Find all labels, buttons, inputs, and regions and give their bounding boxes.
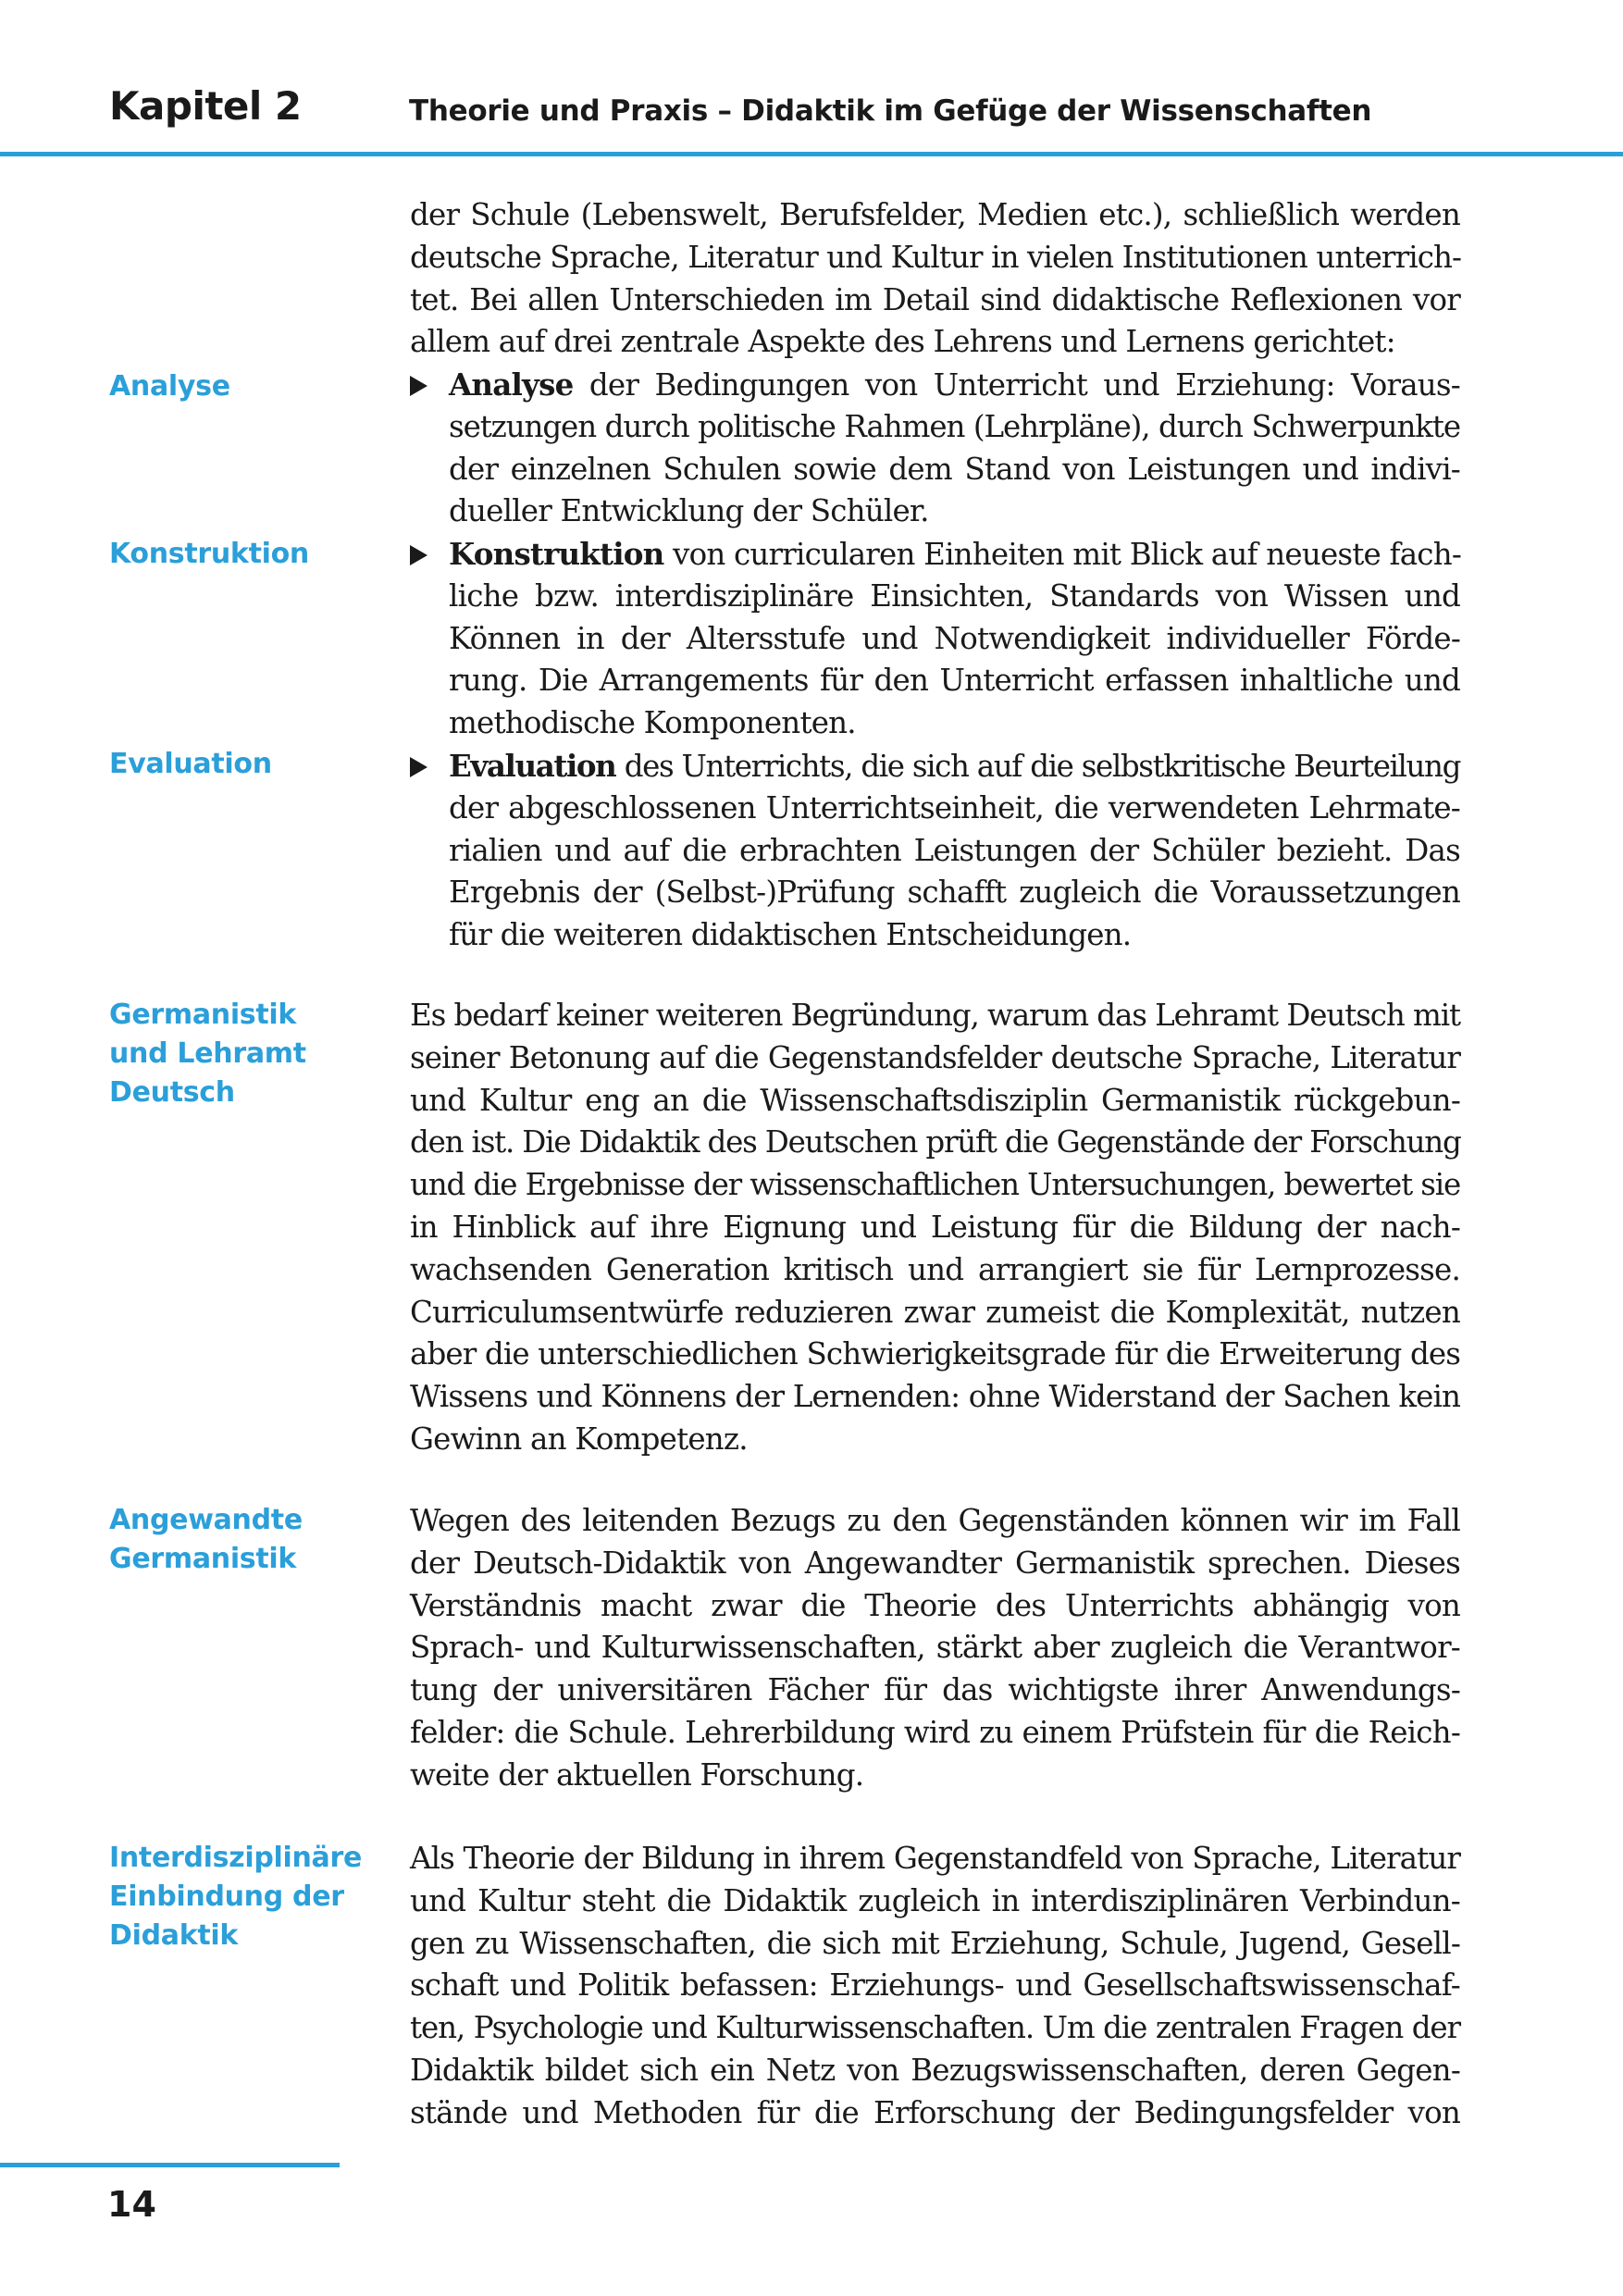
text-line: Gewinn an Kompetenz. [410, 1421, 748, 1457]
text-line: gen zu Wissenschaften, die sich mit Erziehung, Schule, Jugend, Gesell- [410, 1925, 1460, 1961]
margin-note-line: Deutsch [109, 1076, 235, 1109]
margin-note-germanistik [109, 996, 306, 1112]
bullet-first-line: der Bedingungen von Unterricht und Erziehung: Voraus- [573, 367, 1460, 403]
text-line: stände und Methoden für die Erforschung der Bedingungsfelder von [410, 2094, 1460, 2130]
paragraph-angewandte [410, 1500, 1460, 1797]
text-line: und die Ergebnisse der wissenschaftlichen Untersuchungen, bewertet sie [410, 1167, 1460, 1203]
text-line: methodische Komponenten. [449, 705, 856, 741]
text-line: Es bedarf keiner weiteren Begründung, warum das Lehramt Deutsch mit [410, 998, 1460, 1033]
text-line: liche bzw. interdisziplinäre Einsichten, Standards von Wissen und [449, 577, 1460, 614]
margin-note-line: Einbindung der [109, 1880, 344, 1913]
margin-note-line: Didaktik [109, 1919, 239, 1952]
text-line: für die weiteren didaktischen Entscheidungen. [449, 917, 1132, 953]
margin-note-line: Evaluation [109, 748, 272, 780]
text-line: Wegen des leitenden Bezugs zu den Gegenständen können wir im Fall [410, 1503, 1460, 1538]
text-line: deutsche Sprache, Literatur und Kultur in vielen Institutionen unterrich- [410, 239, 1462, 275]
text-line: Sprach- und Kulturwissenschaften, stärkt aber zugleich die Verantwor- [410, 1630, 1460, 1666]
text-line: schaft und Politik befassen: Erziehungs- und Gesellschaftswissenschaf- [410, 1967, 1460, 2004]
text-line: in Hinblick auf ihre Eignung und Leistung für die Bildung der nach- [410, 1209, 1460, 1245]
text-line: wachsenden Generation kritisch und arrangiert sie für Lernprozesse. [410, 1251, 1460, 1287]
paragraph-germanistik [410, 995, 1460, 1461]
text-line: rialien und auf die erbrachten Leistungen der Schüler bezieht. Das [449, 832, 1460, 868]
text-line: Ergebnis der (Selbst-)Prüfung schafft zugleich die Voraussetzungen [449, 875, 1460, 911]
margin-note-angewandte [109, 1501, 303, 1579]
text-line: weite der aktuellen Forschung. [410, 1756, 864, 1793]
text-line: der abgeschlossenen Unterrichtseinheit, die verwendeten Lehrmate- [449, 789, 1460, 825]
bullet-term: Evaluation [449, 748, 616, 784]
intro-paragraph [410, 194, 1460, 364]
text-line: Wissens und Könnens der Lernenden: ohne Widerstand der Sachen kein [410, 1379, 1460, 1415]
margin-note-konstruktion [109, 535, 309, 574]
text-line: tet. Bei allen Unterschieden im Detail sind didaktische Reflexionen vor [410, 281, 1460, 317]
text-line: tung der universitären Fächer für das wichtigste ihrer Anwendungs- [410, 1672, 1460, 1708]
margin-note-line: Germanistik [109, 1543, 297, 1575]
triangle-bullet-icon [410, 757, 427, 777]
text-line: aber die unterschiedlichen Schwierigkeitsgrade für die Erweiterung des [410, 1336, 1460, 1372]
margin-note-line: Analyse [109, 370, 230, 403]
bullet-first-line: des Unterrichts, die sich auf die selbstkritische Beurteilung [615, 749, 1460, 784]
text-line: der einzelnen Schulen sowie dem Stand von Leistungen und indivi- [449, 451, 1460, 487]
margin-note-evaluation [109, 745, 272, 784]
margin-note-line: Interdisziplinäre [109, 1842, 363, 1874]
margin-note-interdisziplinaer [109, 1839, 362, 1955]
text-line: Als Theorie der Bildung in ihrem Gegenstandfeld von Sprache, Literatur [410, 1841, 1460, 1876]
text-line: dueller Entwicklung der Schüler. [449, 493, 929, 529]
triangle-bullet-icon [410, 376, 427, 396]
margin-note-line: Konstruktion [109, 538, 309, 570]
paragraph-interdisziplinaer [410, 1838, 1460, 2135]
text-line: seiner Betonung auf die Gegenstandsfelder deutsche Sprache, Literatur [410, 1039, 1460, 1075]
text-line: setzungen durch politische Rahmen (Lehrpläne), durch Schwerpunkte [449, 408, 1460, 444]
chapter-label: Kapitel 2 [109, 83, 302, 129]
text-line: felder: die Schule. Lehrerbildung wird zu einem Prüfstein für die Reich- [410, 1714, 1460, 1750]
bullet-term: Konstruktion [449, 536, 664, 572]
text-line: rung. Die Arrangements für den Unterricht erfassen inhaltliche und [449, 663, 1460, 699]
chapter-title: Theorie und Praxis – Didaktik im Gefüge der Wissenschaften [409, 94, 1372, 128]
text-line: Können in der Altersstufe und Notwendigkeit individueller Förde- [449, 620, 1460, 656]
text-line: Curriculumsentwürfe reduzieren zwar zumeist die Komplexität, nutzen [410, 1294, 1460, 1330]
text-line: der Deutsch-Didaktik von Angewandter Germanistik sprechen. Dieses [410, 1545, 1460, 1581]
margin-note-line: und Lehramt [109, 1037, 306, 1070]
margin-note-analyse [109, 367, 230, 406]
margin-note-line: Germanistik [109, 999, 297, 1031]
text-line: und Kultur eng an die Wissenschaftsdisziplin Germanistik rückgebun- [410, 1082, 1460, 1118]
page-number: 14 [107, 2184, 156, 2225]
text-line: den ist. Die Didaktik des Deutschen prüft die Gegenstände der Forschung [410, 1124, 1461, 1160]
footer-divider [0, 2163, 340, 2167]
text-line: der Schule (Lebenswelt, Berufsfelder, Medien etc.), schließlich werden [410, 197, 1460, 232]
text-line: Verständnis macht zwar die Theorie des Unterrichts abhängig von [410, 1587, 1460, 1623]
text-line: allem auf drei zentrale Aspekte des Lehrens und Lernens gerichtet: [410, 324, 1395, 360]
header-divider [0, 152, 1623, 156]
text-line: Didaktik bildet sich ein Netz von Bezugswissenschaften, deren Gegen- [410, 2052, 1460, 2088]
triangle-bullet-icon [410, 545, 427, 565]
margin-note-line: Angewandte [109, 1504, 303, 1536]
text-line: ten, Psychologie und Kulturwissenschaften. Um die zentralen Fragen der [410, 2010, 1460, 2046]
bullet-term: Analyse [449, 366, 574, 403]
text-line: und Kultur steht die Didaktik zugleich in interdisziplinären Verbindun- [410, 1882, 1460, 1918]
bullet-first-line: von curricularen Einheiten mit Blick auf neueste fach- [663, 537, 1462, 572]
